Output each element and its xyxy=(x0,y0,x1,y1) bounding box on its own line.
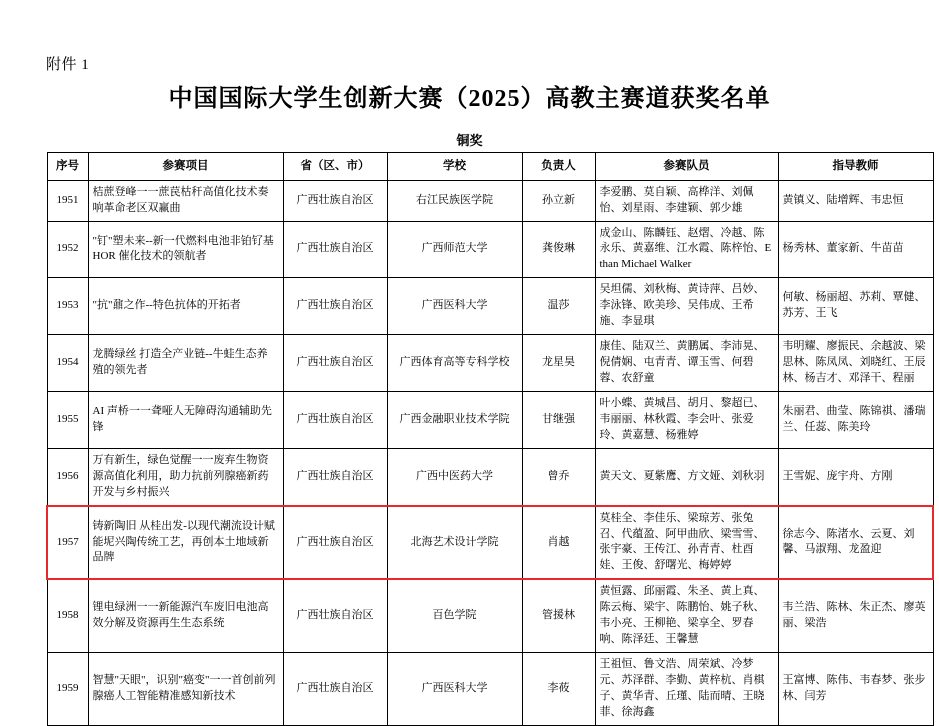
cell-team: 成金山、陈麟钰、赵熠、冷越、陈永乐、黄嘉维、江水霞、陈梓怡、Ethan Michael Walker xyxy=(595,221,778,278)
cell-no: 1955 xyxy=(47,391,88,448)
cell-mentor: 何敏、杨丽超、苏莉、覃健、苏芳、王飞 xyxy=(778,278,933,335)
cell-mentor: 韦兰浩、陈林、朱正杰、廖英丽、梁浩 xyxy=(778,579,933,652)
cell-leader: 肖越 xyxy=(522,506,595,580)
cell-school: 广西医科大学 xyxy=(387,653,522,726)
cell-province: 广西壮族自治区 xyxy=(283,653,387,726)
cell-leader: 甘继强 xyxy=(522,391,595,448)
column-header-province: 省（区、市） xyxy=(283,153,387,181)
cell-project: AI 声桥一一聋哑人无障碍沟通辅助先锋 xyxy=(88,391,283,448)
cell-mentor: 韦明耀、廖振民、余越波、梁思林、陈凤凤、刘晓红、王辰林、杨吉才、邓泽干、程丽 xyxy=(778,335,933,392)
cell-leader: 龚俊琳 xyxy=(522,221,595,278)
column-header-project: 参赛项目 xyxy=(88,153,283,181)
cell-mentor: 徐志今、陈渚水、云夏、刘馨、马淑翔、龙盈迎 xyxy=(778,506,933,580)
cell-mentor: 朱丽君、曲莹、陈锦祺、潘瑞兰、任蕊、陈美玲 xyxy=(778,391,933,448)
cell-project: 锂电绿洲一一新能源汽车废旧电池高效分解及资源再生生态系统 xyxy=(88,579,283,652)
cell-project: 龙腾绿丝 打造全产业链--牛蛙生态养殖的领先者 xyxy=(88,335,283,392)
cell-team: 李爱鹏、莫自颖、高桦洋、刘佩怡、刘星雨、李建颖、郭少雄 xyxy=(595,180,778,221)
cell-school: 广西体育高等专科学校 xyxy=(387,335,522,392)
table-row xyxy=(47,448,933,505)
cell-no: 1952 xyxy=(47,221,88,278)
cell-mentor: 王雪妮、庞宇舟、方刚 xyxy=(778,448,933,505)
table-row xyxy=(47,278,933,335)
cell-team: 黄天文、夏紫鹰、方文娅、刘秋羽 xyxy=(595,448,778,505)
cell-school: 广西医科大学 xyxy=(387,278,522,335)
cell-no: 1959 xyxy=(47,653,88,726)
cell-leader: 温莎 xyxy=(522,278,595,335)
cell-province: 广西壮族自治区 xyxy=(283,335,387,392)
cell-project: 万有新生，绿色觉醒一一废弃生物资源高值化利用，助力抗前列腺癌新药开发与乡村振兴 xyxy=(88,448,283,505)
cell-mentor: 杨秀林、董家新、牛苗苗 xyxy=(778,221,933,278)
table-row xyxy=(47,391,933,448)
table-header-row xyxy=(47,153,933,181)
column-header-school: 学校 xyxy=(387,153,522,181)
cell-team: 康佳、陆双兰、黄鹏属、李沛晃、倪倩娴、屯青青、谭玉雪、何碧蓉、农舒童 xyxy=(595,335,778,392)
cell-leader: 管援林 xyxy=(522,579,595,652)
cell-no: 1951 xyxy=(47,180,88,221)
cell-no: 1957 xyxy=(47,506,88,580)
cell-project: 桔蔗登峰一一蔗苠枯秆高值化技术奏响革命老区双赢曲 xyxy=(88,180,283,221)
column-header-leader: 负责人 xyxy=(522,153,595,181)
cell-mentor: 黄镇义、陆增辉、韦忠恒 xyxy=(778,180,933,221)
cell-school: 广西师范大学 xyxy=(387,221,522,278)
table-row xyxy=(47,335,933,392)
cell-province: 广西壮族自治区 xyxy=(283,180,387,221)
cell-leader: 曾乔 xyxy=(522,448,595,505)
cell-school: 广西金融职业技术学院 xyxy=(387,391,522,448)
cell-leader: 龙星昊 xyxy=(522,335,595,392)
cell-province: 广西壮族自治区 xyxy=(283,506,387,580)
table-row xyxy=(47,221,933,278)
cell-team: 叶小蝶、黄城昌、胡月、黎超已、韦丽丽、林秋霞、李会叶、张爱玲、黄嘉慧、杨雅婷 xyxy=(595,391,778,448)
cell-no: 1954 xyxy=(47,335,88,392)
cell-team: 王祖恒、鲁文浩、周荣斌、冷梦元、苏泽群、李勤、黄梓杭、肖棋子、黄华青、丘瑾、陆而晴、王晓菲、徐海鑫 xyxy=(595,653,778,726)
award-list-table xyxy=(46,152,934,726)
cell-leader: 李莜 xyxy=(522,653,595,726)
cell-project: "钉"塑未来--新一代燃料电池非铂钌基 HOR 催化技术的领航者 xyxy=(88,221,283,278)
cell-school: 右江民族医学院 xyxy=(387,180,522,221)
cell-leader: 孙立新 xyxy=(522,180,595,221)
cell-team: 黄恒露、邱丽霞、朱圣、黄上真、陈云梅、梁宇、陈鹏怡、姚子秋、韦小亮、王柳艳、梁享全、罗春响、陈泽廷、王馨慧 xyxy=(595,579,778,652)
award-level-label: 铜奖 xyxy=(456,133,483,148)
column-header-team: 参赛队员 xyxy=(595,153,778,181)
cell-school: 广西中医药大学 xyxy=(387,448,522,505)
cell-project: 铸新陶旧 从桂出发-以现代潮流设计赋能坭兴陶传统工艺，再创本土地域新品牌 xyxy=(88,506,283,580)
table-row xyxy=(47,653,933,726)
column-header-mentor: 指导教师 xyxy=(778,153,933,181)
cell-no: 1958 xyxy=(47,579,88,652)
page-title: 中国国际大学生创新大赛（2025）高教主赛道获奖名单 xyxy=(168,86,771,112)
table-row xyxy=(47,579,933,652)
table-row xyxy=(47,180,933,221)
cell-project: "抗"鼐之作--特色抗体的开拓者 xyxy=(88,278,283,335)
cell-province: 广西壮族自治区 xyxy=(283,278,387,335)
cell-team: 吴坦儒、刘秋梅、黄诗萍、吕妙、李泳锋、欧美珍、吴伟成、王希施、李显琪 xyxy=(595,278,778,335)
cell-school: 北海艺术设计学院 xyxy=(387,506,522,580)
cell-province: 广西壮族自治区 xyxy=(283,391,387,448)
attachment-label: 附件 1 xyxy=(46,57,90,73)
cell-no: 1956 xyxy=(47,448,88,505)
column-header-no: 序号 xyxy=(47,153,88,181)
cell-team: 莫桂全、李佳乐、梁琼芳、张兔召、代蕴盈、阿甲曲欣、梁雪雪、张宇豪、王传江、孙青青、杜酉娃、王俊、舒曙光、梅婷婷 xyxy=(595,506,778,580)
cell-no: 1953 xyxy=(47,278,88,335)
table-row-highlighted xyxy=(47,506,933,580)
cell-school: 百色学院 xyxy=(387,579,522,652)
cell-mentor: 王富博、陈伟、韦春梦、张步林、闫芳 xyxy=(778,653,933,726)
cell-project: 智慧"天眼"，识别"癌变"一一首创前列腺癌人工智能精准感知新技术 xyxy=(88,653,283,726)
cell-province: 广西壮族自治区 xyxy=(283,448,387,505)
cell-province: 广西壮族自治区 xyxy=(283,579,387,652)
cell-province: 广西壮族自治区 xyxy=(283,221,387,278)
